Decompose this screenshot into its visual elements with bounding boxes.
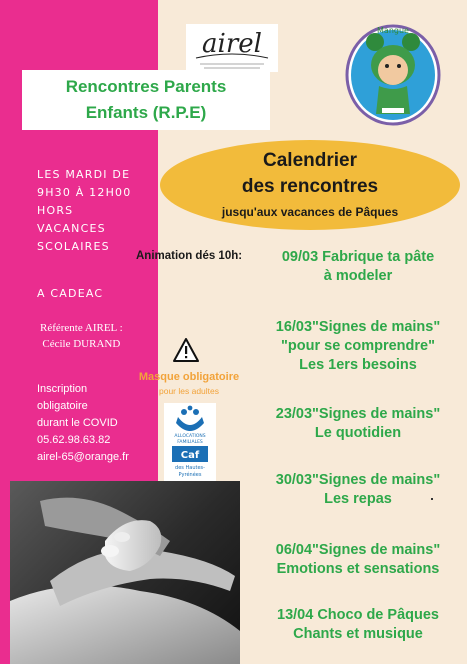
schedule: [37, 166, 131, 256]
inscription-line: Inscription: [37, 383, 88, 395]
warning-icon: [173, 338, 199, 362]
schedule-line: HORS: [37, 204, 74, 217]
page-title-line2: Enfants (R.P.E): [85, 103, 207, 122]
event-line: Emotions et sensations: [276, 561, 440, 577]
event-item: [248, 606, 467, 644]
airel-logo-icon: [186, 24, 278, 72]
caf-region2: Pyrénées: [178, 472, 202, 478]
event-line: Les 1ers besoins: [299, 357, 417, 373]
animation-label: Animation dés 10h:: [136, 250, 243, 262]
hands-photo: [10, 481, 240, 664]
referent: [40, 320, 123, 352]
event-line: 09/03 Fabrique ta pâte: [281, 249, 435, 265]
event-item: [248, 318, 467, 375]
airel-logo: [186, 24, 278, 72]
event-line: 06/04"Signes de mains": [275, 542, 441, 558]
event-line: 23/03"Signes de mains": [275, 406, 441, 422]
mascot-icon: [344, 20, 442, 126]
event-item: [248, 405, 467, 443]
schedule-line: LES MARDI DE: [37, 168, 131, 181]
inscription-line: durant le COVID: [37, 417, 118, 429]
calendar-subtitle: jusqu'aux vacances de Pâques: [221, 205, 399, 219]
caf-logo-icon: [164, 403, 216, 481]
caf-name: Caf: [180, 450, 200, 461]
caf-logo: [164, 403, 216, 481]
event-line: à modeler: [323, 268, 393, 284]
event-item: [248, 471, 467, 509]
event-line: Le quotidien: [314, 425, 402, 441]
mascot: [344, 20, 442, 126]
referent-label: Référente AIREL :: [40, 322, 123, 334]
event-line: 16/03"Signes de mains": [275, 319, 441, 335]
mascot-label: Mangue: [377, 26, 409, 35]
stray-dot: [431, 498, 433, 500]
masque-notice-sub: pour les adultes: [158, 386, 219, 396]
event-line: Chants et musique: [293, 626, 423, 642]
caf-line1: ALLOCATIONS: [174, 434, 206, 439]
event-line: 13/04 Choco de Pâques: [277, 607, 439, 623]
schedule-line: VACANCES: [37, 222, 106, 235]
airel-logo-text: airel: [202, 29, 262, 59]
email-address: airel-65@orange.fr: [37, 451, 129, 463]
phone-number: 05.62.98.63.82: [37, 434, 111, 446]
page-title-line1: Rencontres Parents: [65, 77, 227, 96]
title-box: [22, 70, 270, 130]
inscription-line: obligatoire: [37, 400, 88, 412]
schedule-line: SCOLAIRES: [37, 240, 110, 253]
referent-name: Cécile DURAND: [42, 338, 121, 350]
caf-line2: FAMILIALES: [177, 440, 203, 445]
caf-region1: des Hautes-: [175, 465, 205, 471]
event-line: "pour se comprendre": [281, 338, 435, 354]
masque-notice: Masque obligatoire: [138, 371, 240, 383]
calendar-title-line2: des rencontres: [241, 176, 379, 197]
location: A CADEAC: [37, 287, 104, 300]
inscription: [37, 381, 129, 466]
calendar-title-line1: Calendrier: [263, 150, 357, 171]
schedule-line: 9H30 À 12H00: [37, 186, 132, 199]
event-line: 30/03"Signes de mains": [275, 472, 441, 488]
event-line: Les repas: [324, 491, 392, 507]
event-item: [248, 248, 467, 286]
event-item: [248, 541, 467, 579]
